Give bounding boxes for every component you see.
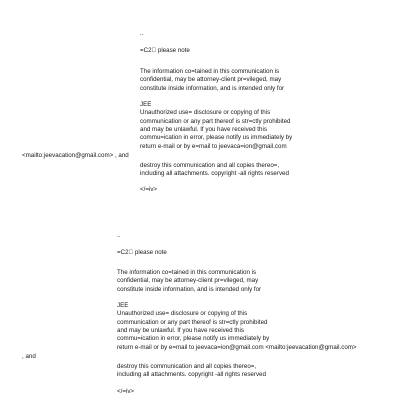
unauthorized-line-4: commu=ication in error, please notify us immediately by — [140, 134, 293, 142]
jee-line: JEE — [117, 302, 129, 309]
destroy-line-2: including all attachments. copyright -all rights reserved — [140, 170, 289, 178]
unauthorized-line-3: and may be unlawful. If you have received this — [140, 125, 267, 133]
unauthorized-line-3: and may be unlawful. If you have received this — [117, 326, 244, 334]
info-line-3: constitute inside information, and is intended only for — [117, 285, 262, 293]
please-note-line: =C2  please note — [140, 47, 190, 54]
info-line-3: constitute inside information, and is intended only for — [140, 84, 285, 92]
unauthorized-line-4: commu=ication in error, please notify us immediately by — [117, 335, 270, 343]
destroy-line-2: including all attachments. copyright -all rights reserved — [117, 371, 266, 379]
info-line-2: confidential, may be attorney-client pr=vileged, may — [140, 76, 282, 84]
unauthorized-line-5: return e-mail or by e=mail to jeevaca=ion@gmail.com <mailto:jeevacation@gmail.com> — [117, 343, 357, 351]
dots-line: .. — [140, 30, 144, 37]
destroy-line-1: destroy this communication and all copies thereo=, — [117, 363, 257, 370]
unauthorized-line-5: return e-mail or by e=mail to jeevaca=ion@gmail.com — [140, 142, 287, 150]
info-line-1: The information co=tained in this communication is — [140, 68, 280, 75]
info-line-2: confidential, may be attorney-client pr=vileged, may — [117, 277, 259, 285]
unauthorized-line-2: communication or any part thereof is str=ctly prohibited — [140, 117, 291, 125]
unauthorized-line-2: communication or any part thereof is str=ctly prohibited — [117, 318, 268, 326]
closing-tag: </=iv> — [117, 388, 135, 395]
unauthorized-line-1: Unauthorized use= disclosure or copying of this — [140, 109, 271, 117]
mailto-link[interactable]: <mailto:jeevacation@gmail.com> , and — [22, 151, 129, 159]
info-line-1: The information co=tained in this communication is — [117, 269, 257, 276]
closing-tag: </=iv> — [140, 186, 158, 193]
jee-line: JEE — [140, 101, 152, 108]
please-note-line: =C2  please note — [117, 249, 167, 256]
unauthorized-line-1: Unauthorized use= disclosure or copying of this — [117, 310, 248, 318]
and-text: , and — [22, 352, 36, 360]
dots-line: .. — [117, 232, 121, 239]
destroy-line-1: destroy this communication and all copies thereo=, — [140, 162, 280, 169]
